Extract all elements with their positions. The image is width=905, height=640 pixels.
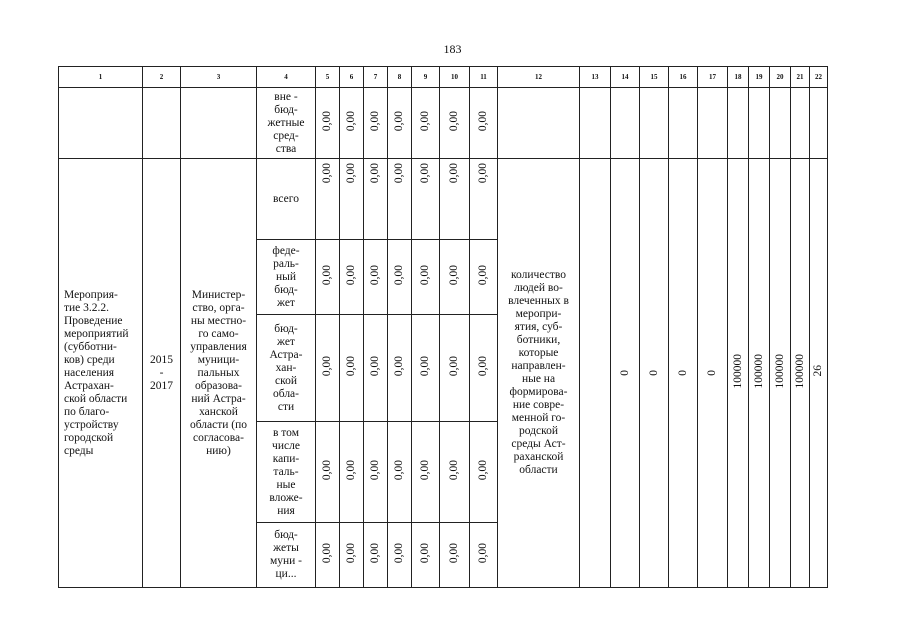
page-number: 183 — [443, 42, 462, 56]
indicator-value-c21 — [791, 159, 810, 588]
amount-value — [440, 523, 470, 588]
amount-value-text: 0,00 — [393, 163, 405, 184]
indicator-value-c19 — [749, 159, 770, 588]
amount-value-text: 0,00 — [448, 542, 460, 564]
amount-value — [412, 422, 440, 523]
indicator-value-c21-text: 100000 — [793, 353, 806, 389]
amount-value — [364, 88, 388, 159]
empty-cell — [749, 88, 770, 159]
table-row — [59, 159, 828, 240]
amount-value-text: 0,00 — [369, 355, 381, 377]
indicator-value-c18-text: 100000 — [731, 353, 744, 389]
column-number: 21 — [791, 67, 810, 88]
amount-value-text: 0,00 — [345, 163, 357, 184]
amount-value — [388, 88, 412, 159]
indicator-value-c20-text: 100000 — [773, 353, 786, 389]
column-number: 2 — [143, 67, 181, 88]
column-number: 4 — [257, 67, 316, 88]
amount-value-text: 0,00 — [321, 264, 333, 286]
amount-value — [340, 315, 364, 422]
column-number: 8 — [388, 67, 412, 88]
amount-value — [412, 159, 440, 240]
empty-cell — [791, 88, 810, 159]
amount-value — [412, 315, 440, 422]
indicator-value-c16 — [669, 159, 698, 588]
amount-value-text: 0,00 — [321, 542, 333, 564]
column-number: 7 — [364, 67, 388, 88]
amount-value — [440, 315, 470, 422]
column-number: 20 — [770, 67, 791, 88]
empty-cell — [728, 88, 749, 159]
column-number: 9 — [412, 67, 440, 88]
amount-value — [470, 422, 498, 523]
amount-value-text: 0,00 — [419, 264, 431, 286]
amount-value-text: 0,00 — [448, 459, 460, 481]
amount-value — [340, 523, 364, 588]
executor: Министер- ство, орга- ны местно- го само- управления муници- пальных образова- ний Астра- ханской области (по согласова- нию) — [181, 159, 257, 588]
amount-value — [340, 422, 364, 523]
amount-value-text: 0,00 — [345, 264, 357, 286]
column-number: 18 — [728, 67, 749, 88]
empty-cell — [611, 88, 640, 159]
empty-cell — [770, 88, 791, 159]
column-number: 10 — [440, 67, 470, 88]
empty-cell — [580, 159, 611, 588]
amount-value — [316, 422, 340, 523]
column-number: 17 — [698, 67, 728, 88]
empty-cell — [498, 88, 580, 159]
funding-source: бюд- жет Астра- хан- ской обла- сти — [257, 315, 316, 422]
amount-value — [316, 315, 340, 422]
column-number: 16 — [669, 67, 698, 88]
column-number: 3 — [181, 67, 257, 88]
funding-source: вне - бюд- жетные сред- ства — [257, 88, 316, 159]
amount-value-text: 0,00 — [448, 355, 460, 377]
column-number: 22 — [810, 67, 828, 88]
amount-value — [316, 523, 340, 588]
amount-value — [470, 240, 498, 315]
amount-value-text: 0,00 — [393, 459, 405, 481]
amount-value-text: 0,00 — [345, 459, 357, 481]
column-number: 6 — [340, 67, 364, 88]
indicator-value-c17 — [698, 159, 728, 588]
amount-value-text: 0,00 — [345, 542, 357, 564]
funding-source: в том числе капи- таль- ные вложе- ния — [257, 422, 316, 523]
indicator-value-c22 — [810, 159, 828, 588]
column-number: 1 — [59, 67, 143, 88]
amount-value — [340, 240, 364, 315]
amount-value-text: 0,00 — [477, 264, 489, 286]
amount-value — [470, 159, 498, 240]
amount-value-text: 0,00 — [369, 264, 381, 286]
table-row — [59, 88, 828, 159]
amount-value — [440, 88, 470, 159]
amount-value-text: 0,00 — [477, 542, 489, 564]
column-number: 19 — [749, 67, 770, 88]
amount-value — [316, 88, 340, 159]
amount-value — [316, 240, 340, 315]
amount-value-text: 0,00 — [419, 459, 431, 481]
amount-value — [388, 422, 412, 523]
amount-value — [388, 315, 412, 422]
amount-value-text: 0,00 — [448, 264, 460, 286]
indicator-value-c22-text: 26 — [812, 365, 824, 377]
amount-value-text: 0,00 — [321, 355, 333, 377]
column-number: 5 — [316, 67, 340, 88]
column-number-row — [59, 67, 828, 88]
amount-value-text: 0,00 — [369, 542, 381, 564]
indicator-value-c16-text: 0 — [676, 369, 689, 376]
empty-cell — [810, 88, 828, 159]
amount-value-text: 0,00 — [448, 163, 460, 184]
amount-value — [388, 159, 412, 240]
indicator-value-c15-text: 0 — [647, 369, 660, 376]
amount-value-text: 0,00 — [345, 110, 357, 132]
column-number: 12 — [498, 67, 580, 88]
executor-cell — [181, 88, 257, 159]
amount-value — [340, 159, 364, 240]
indicator-value-c15 — [640, 159, 669, 588]
amount-value — [340, 88, 364, 159]
amount-value — [440, 240, 470, 315]
amount-value-text: 0,00 — [369, 110, 381, 132]
indicator-value-c14 — [611, 159, 640, 588]
amount-value-text: 0,00 — [369, 163, 381, 184]
measure-cell — [59, 88, 143, 159]
amount-value-text: 0,00 — [419, 110, 431, 132]
amount-value — [440, 422, 470, 523]
column-number: 15 — [640, 67, 669, 88]
amount-value-text: 0,00 — [345, 355, 357, 377]
amount-value-text: 0,00 — [369, 459, 381, 481]
indicator-value-c20 — [770, 159, 791, 588]
funding-source: бюд- жеты муни - ци... — [257, 523, 316, 588]
amount-value-text: 0,00 — [477, 110, 489, 132]
empty-cell — [640, 88, 669, 159]
amount-value — [364, 422, 388, 523]
amount-value — [440, 159, 470, 240]
budget-table — [58, 66, 828, 588]
amount-value — [412, 88, 440, 159]
empty-cell — [669, 88, 698, 159]
amount-value-text: 0,00 — [321, 459, 333, 481]
column-number: 11 — [470, 67, 498, 88]
amount-value — [364, 315, 388, 422]
amount-value-text: 0,00 — [419, 355, 431, 377]
amount-value-text: 0,00 — [393, 264, 405, 286]
amount-value — [388, 523, 412, 588]
column-number: 14 — [611, 67, 640, 88]
amount-value — [364, 159, 388, 240]
amount-value-text: 0,00 — [477, 355, 489, 377]
amount-value — [316, 159, 340, 240]
amount-value — [412, 523, 440, 588]
amount-value — [388, 240, 412, 315]
amount-value-text: 0,00 — [448, 110, 460, 132]
empty-cell — [580, 88, 611, 159]
indicator-value-c19-text: 100000 — [752, 353, 765, 389]
amount-value — [412, 240, 440, 315]
funding-source: всего — [257, 159, 316, 240]
amount-value — [470, 523, 498, 588]
indicator-value-c14-text: 0 — [618, 369, 631, 376]
amount-value-text: 0,00 — [419, 542, 431, 564]
indicator-value-c18 — [728, 159, 749, 588]
amount-value — [470, 315, 498, 422]
indicator-value-c17-text: 0 — [706, 369, 718, 376]
empty-cell — [698, 88, 728, 159]
amount-value-text: 0,00 — [477, 459, 489, 481]
amount-value-text: 0,00 — [419, 163, 431, 184]
amount-value-text: 0,00 — [477, 163, 489, 184]
amount-value — [364, 523, 388, 588]
amount-value — [364, 240, 388, 315]
amount-value-text: 0,00 — [393, 542, 405, 564]
period-cell — [143, 88, 181, 159]
amount-value-text: 0,00 — [321, 110, 333, 132]
column-number: 13 — [580, 67, 611, 88]
measure-name: Мероприя- тие 3.2.2. Проведение мероприятий (субботни- ков) среди населения Астрахан- ской области по благо- устройству городской среды — [59, 159, 143, 588]
amount-value-text: 0,00 — [393, 110, 405, 132]
implementation-period: 2015 - 2017 — [143, 159, 181, 588]
funding-source: феде- раль- ный бюд- жет — [257, 240, 316, 315]
amount-value-text: 0,00 — [393, 355, 405, 377]
amount-value-text: 0,00 — [321, 163, 333, 184]
target-indicator: количество людей во- влеченных в меропри- ятия, суб- ботники, которые направлен- ные на формирова- ние совре- менной го- родской среды Аст- раханской области — [498, 159, 580, 588]
amount-value — [470, 88, 498, 159]
